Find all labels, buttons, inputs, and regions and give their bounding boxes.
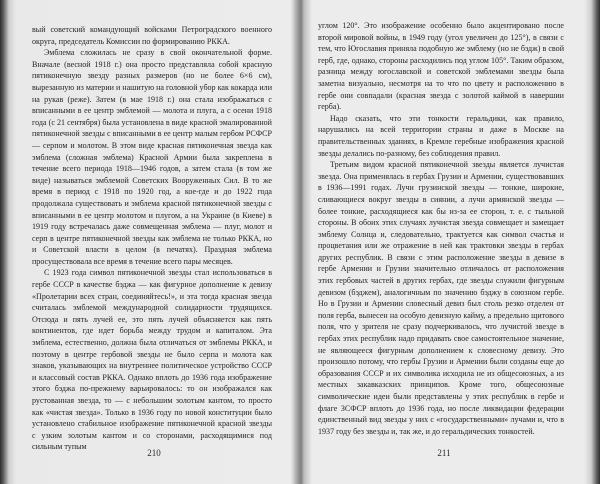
right-page-text: [318, 20, 564, 437]
right-paragraph-1: углом 120°. Это изображение особенно было акцентировано после второй мировой войны, в 1949 году (угол увеличен до 125°), в связи с тем, что Югославия приняла подобную же эмблему (но не бэдж) в свой герб, где, однако, стороны расходились под углом 105°. Таким образом, разница между югославской и советской эмблемами звезды была заметна визуально, несмотря на то что по цвету и расположению в гербе они совпадали (красная звезда с золотой каймой в навершии герба).: [318, 21, 564, 112]
left-page: [16, 0, 292, 484]
left-page-number: 210: [147, 448, 161, 458]
left-page-text: [32, 24, 272, 453]
book-gutter: [292, 0, 304, 484]
left-paragraph-1: вый советский командующий войсками Петроградского военного округа, председатель Комиссии по формированию РККА.: [32, 25, 272, 46]
right-paragraph-2: Надо сказать, что эти тонкости геральдики, как правило, нарушались на всей территории страны и даже в Москве на правительственных зданиях, в Кремле геребные изображения красной звезды делались по-разному, без соблюдения правил.: [318, 113, 564, 158]
right-page: [304, 0, 584, 484]
right-page-number: 211: [437, 448, 451, 458]
right-paragraph-3: Третьим видом красной пятиконечной звезды является лучистая звезда. Она применялась в гербах Грузии и Армении, существовавших в 1936—1991 годах. Лучи грузинской звезды — тонкие, широкие, сливающиеся вокруг звезды в сиянии, а лучи армянской звезды — более тонкие, расходящиеся как бы из-за ее сторон, т. е. с тыльной стороны. В обоих этих случаях лучистая звезда совмещает и замещает эмблему Солнца и, следовательно, трактуется как символ счастья и процветания или же отражение в ней как трактовки звезды в гербах других республик. В связи с этим расположение звезды в девизе в гербе Армении и Грузии значительно отличалось от расположения этих гербовых частей в других гербах, где звезды служили фигурным девизом (бэджем), аналогичным по значению бэджу в союзном гербе. Но в Грузии и Армении словесный девиз был столь резко отделен от поля герба, вынесен на особую девизную кайму, а предельно щитового поля, что у зрителя не сразу подчеркивалось, что лучистой звезде в гербах этих республик надо придавать свое самостоятельное значение, не являющееся фигурным дополнением к словесному девизу. Это произошло потому, что гербы Грузии и Армении были созданы еще до образования СССР и их символика исходила не из общесоюзных, а из местных закавказских принципов. Кроме того, общесоюзные символические идеи были представлены у этих республик в гербе и флаге ЗСФСР вплоть до 1936 года, но после ликвидации федерации единственный вид звезды у них с «государственными» лучами и, что в 1937 году без звезды и, так же, и до геральдических тонкостей.: [318, 160, 564, 436]
left-paragraph-3: С 1923 года символ пятиконечной звезды стал использоваться в гербе СССР в качестве бэджа — как фигурное дополнение к девизу «Пролетарии всех стран, соединяйтесь!», и эта тогда красная звезда считалась эмблемой международной солидарности трудящихся. Отсюда и пять лучей ее, это пять лучей объясняется как пять континентов, где идет борьба между трудом и капиталом. Эта эмблема, естественно, должна была отличаться от эмблемы РККА, и поэтому в центре гербовой звезды не было серпа и молота как знаков, указывающих на внутреннее политическое устройство СССР и классовый состав РККА. Однако вплоть до 1936 года изображение этого бэджа по-прежнему варьировалось: то он изображался как рустованная звезда, то — с небольшим золотым кантом, то просто как «чистая звезда». Только в 1936 году по новой конституции было установлено стабильное изображение пятиконечной красной звезды с узким золотым кантом и со сторонами, расходящимися под сильным тупым: [32, 268, 272, 452]
left-paragraph-2: Эмблема сложилась не сразу в свой окончательной форме. Вначале (весной 1918 г.) она просто представляла собой красную пятиконечную звезду разных размеров (но не более 6×6 см), вырезанную из материи и нашитую на головной убор как кокарда или на рукав (реже). Затем (в мае 1918 г.) она стала изображаться с вписанными в ее центр эмблемой — молота и плуга, а с осени 1918 года (с 21 сентября) была установлена в виде красной эмалированной пятиконечной звезды с вписанными в ее центр малым гербом РСФСР — серпом и молотом. В этом виде красная пятиконечная звезда как эмблема (сложная эмблема) Красной Армии была закреплена в течение всего периода 1918—1946 годов, а затем стала (в том же виде) называться эмблемой Советских Вооруженных Сил. В то же время в период с 1918 по 1920 год, а кое-где и до 1922 года продолжала существовать и эмблема красной пятиконечной звезды с вписанными в ее центр молотом и плугом, а на Украине (в Киеве) в 1919 году встречалась даже совмещенная эмблема — плуг, молот и серп в центре пятиконечной звезды как эмблема не только РККА, но и Советской власти в целом (в печатях). Праздная эмблема просуществовала все время в течение всего пары месяцев.: [32, 48, 272, 266]
